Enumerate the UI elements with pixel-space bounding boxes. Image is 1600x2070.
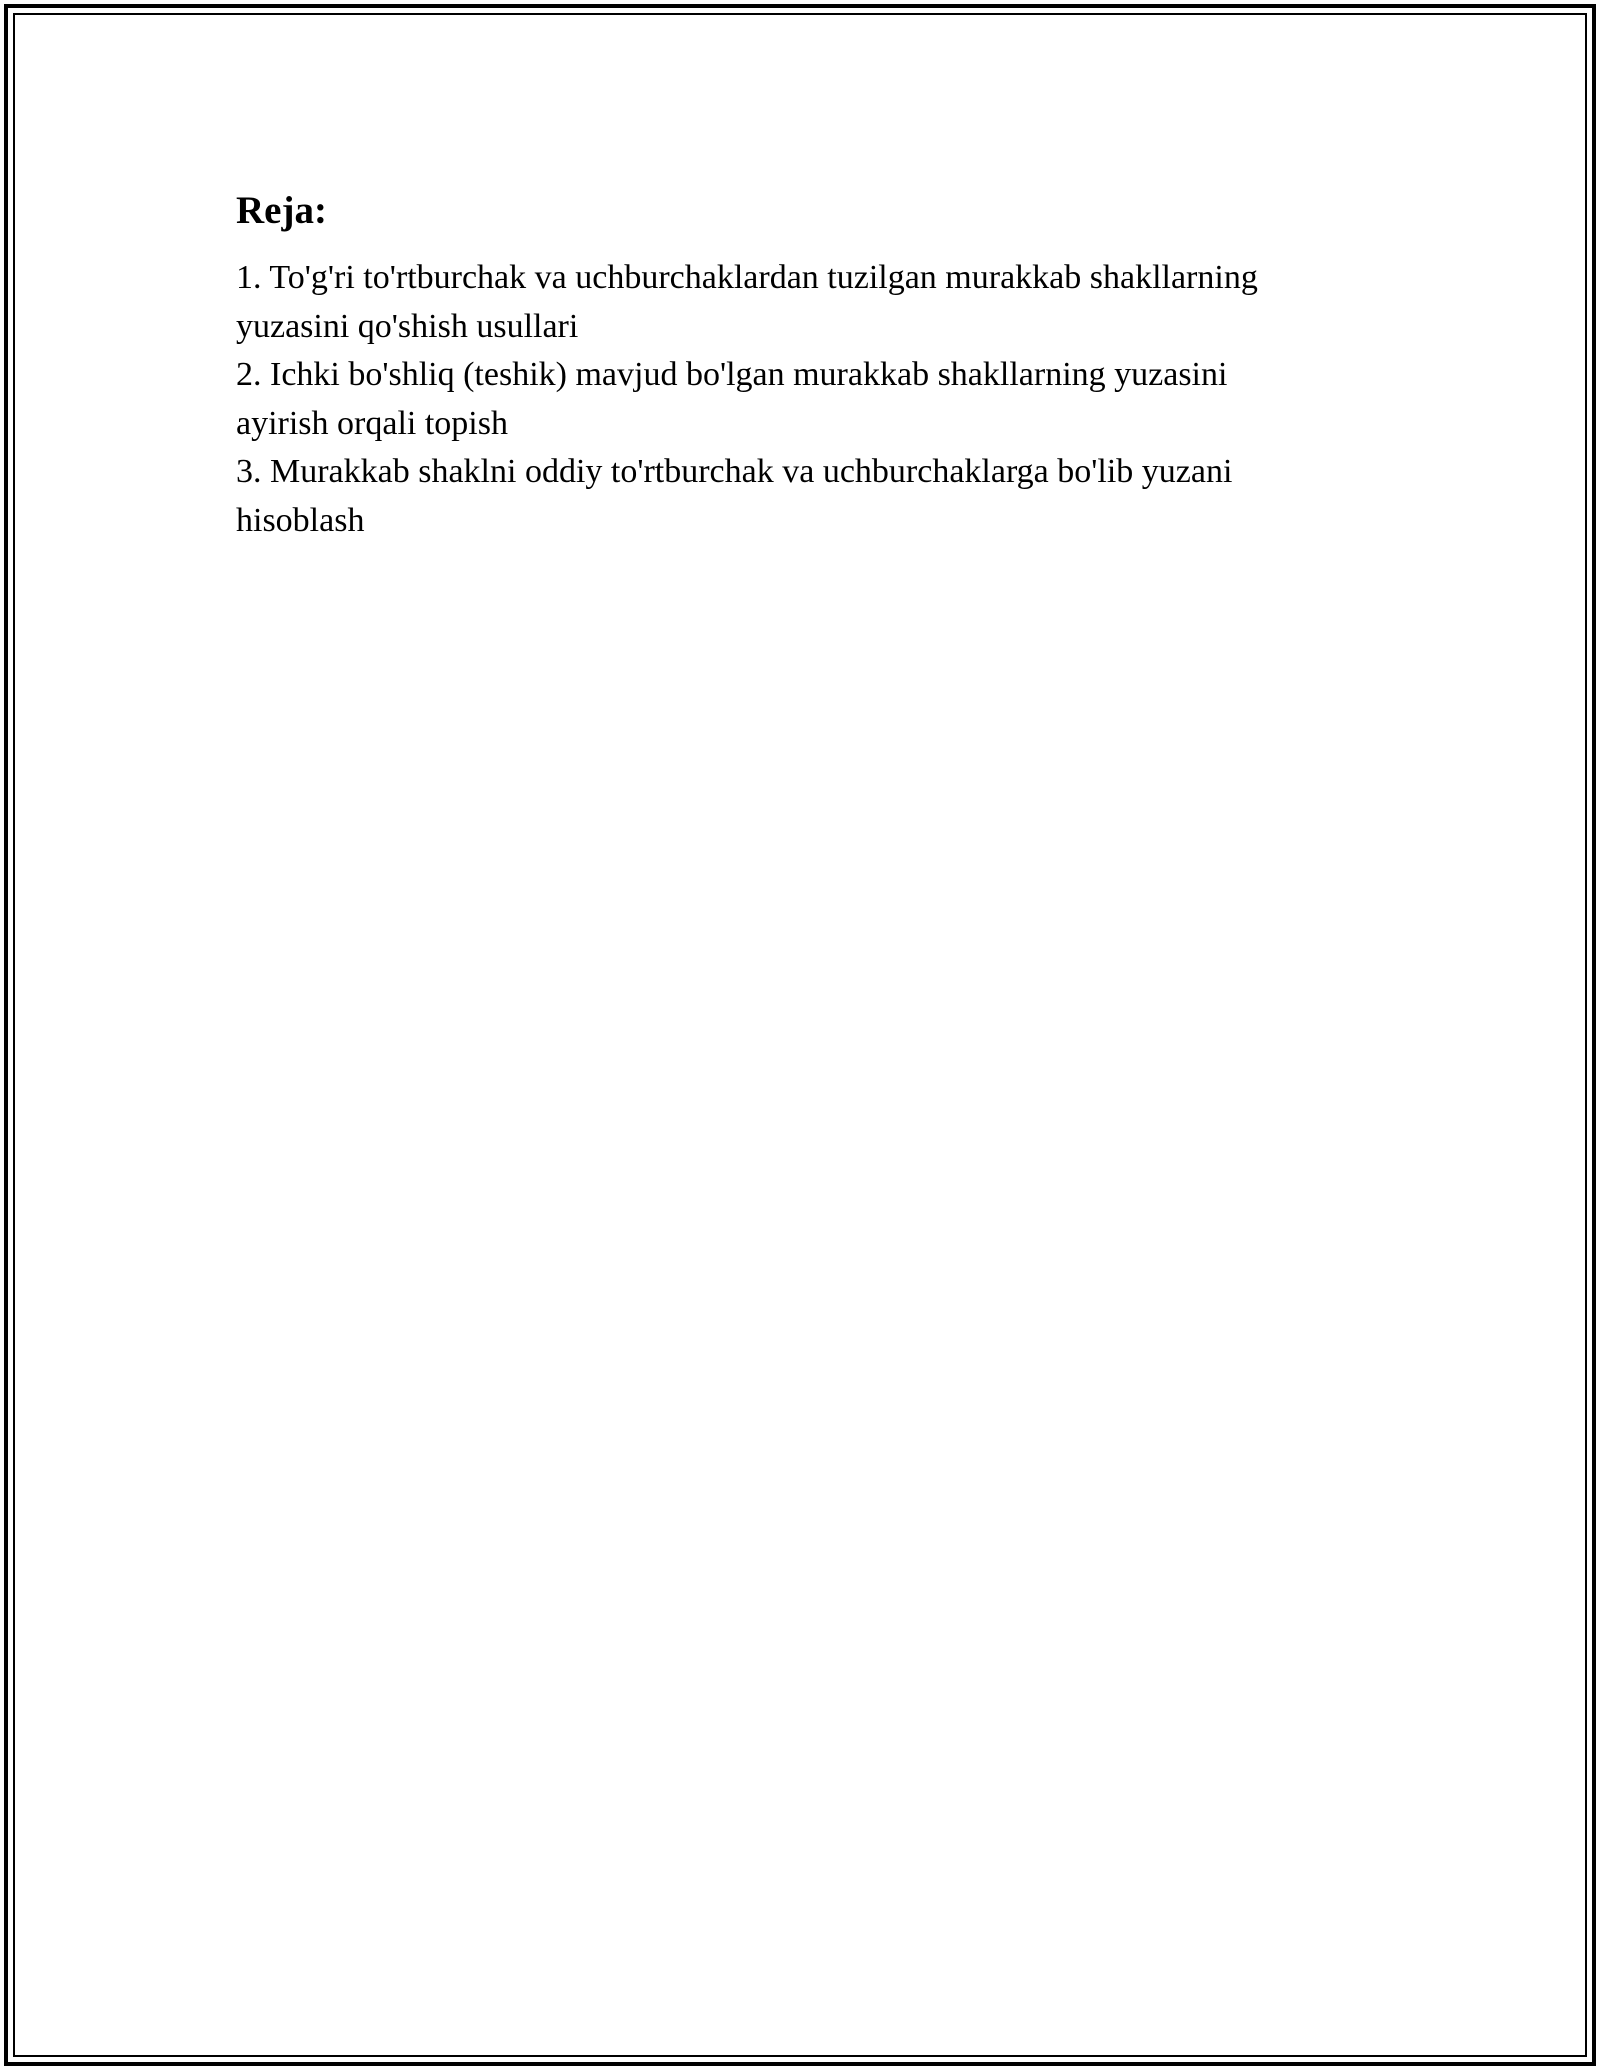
plan-item-1-line-2: yuzasini qo'shish usullari — [236, 307, 579, 345]
plan-item-2 — [236, 351, 1386, 448]
document-content — [236, 186, 1386, 545]
plan-item-1 — [236, 254, 1386, 351]
plan-item-3-line-2: hisoblash — [236, 501, 365, 539]
plan-item-1-line-1: 1. To'g'ri to'rtburchak va uchburchaklardan tuzilgan murakkab shakllarning — [236, 259, 1258, 296]
plan-item-2-line-2: ayirish orqali topish — [236, 404, 508, 442]
plan-list — [236, 254, 1386, 545]
page-title: Reja: — [236, 189, 327, 232]
plan-item-3 — [236, 448, 1386, 545]
plan-item-3-line-1: 3. Murakkab shaklni oddiy to'rtburchak va uchburchaklarga bo'lib yuzani — [236, 453, 1233, 490]
plan-item-2-line-1: 2. Ichki bo'shliq (teshik) mavjud bo'lgan murakkab shakllarning yuzasini — [236, 356, 1228, 393]
